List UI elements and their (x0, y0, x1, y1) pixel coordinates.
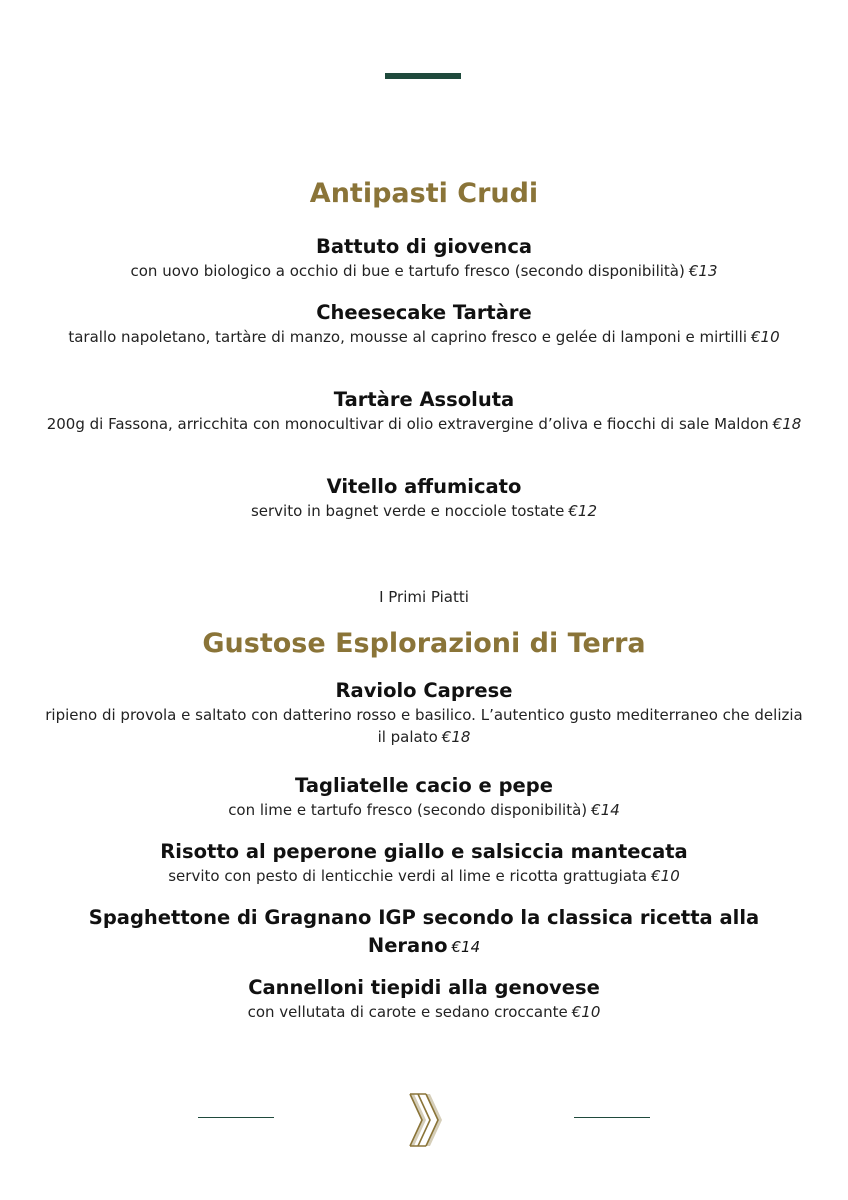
dish-price: €12 (568, 502, 598, 520)
dish-name: Tagliatelle cacio e pepe (295, 774, 553, 797)
dish-desc-text: tarallo napoletano, tartàre di manzo, mousse al caprino fresco e gelée di lamponi e mirtilli (68, 328, 747, 346)
dish-price: €13 (688, 262, 718, 280)
dish-item (40, 474, 808, 522)
dish-name-text: Spaghettone di Gragnano IGP secondo la classica ricetta alla Nerano (88, 906, 760, 957)
dish-price: €10 (651, 867, 680, 885)
dish-desc-text: con lime e tartufo fresco (secondo disponibilità) (228, 801, 588, 819)
dish-item (40, 300, 808, 348)
dish-item (40, 839, 808, 887)
dish-description (40, 865, 808, 887)
dish-description (40, 260, 808, 282)
dish-desc-text: servito con pesto di lenticchie verdi al lime e ricotta grattugiata (168, 867, 648, 885)
dish-name (70, 904, 778, 961)
monogram-logo-icon (404, 1090, 444, 1150)
dish-description (40, 799, 808, 821)
top-divider (385, 73, 461, 79)
dish-item (40, 773, 808, 821)
dish-description (40, 1001, 808, 1023)
section-subtitle: I Primi Piatti (379, 588, 469, 606)
dish-desc-text: con vellutata di carote e sedano croccante (247, 1003, 568, 1021)
dish-item (40, 678, 808, 748)
dish-name: Cheesecake Tartàre (316, 301, 532, 324)
section-title-antipasti: Antipasti Crudi (309, 178, 539, 209)
footer-right-line (574, 1117, 650, 1118)
dish-item (70, 904, 778, 961)
dish-item (40, 387, 808, 435)
dish-item (40, 975, 808, 1023)
footer-left-line (198, 1117, 274, 1118)
dish-name: Raviolo Caprese (335, 679, 513, 702)
dish-price: €18 (441, 728, 471, 746)
dish-desc-text: servito in bagnet verde e nocciole tostate (250, 502, 565, 520)
dish-price: €14 (591, 801, 620, 819)
dish-name: Tartàre Assoluta (333, 388, 515, 411)
dish-price: €14 (451, 938, 481, 956)
dish-description (40, 326, 808, 348)
section-title-primi: Gustose Esplorazioni di Terra (202, 628, 646, 659)
dish-desc-text: con uovo biologico a occhio di bue e tartufo fresco (secondo disponibilità) (130, 262, 685, 280)
dish-name: Vitello affumicato (326, 475, 522, 498)
dish-desc-text: 200g di Fassona, arricchita con monocultivar di olio extravergine d’oliva e fiocchi di sale Maldon (46, 415, 769, 433)
dish-description (40, 413, 808, 435)
dish-desc-text: ripieno di provola e saltato con datterino rosso e basilico. L’autentico gusto mediterraneo che delizia il palato (45, 706, 803, 746)
dish-price: €10 (571, 1003, 601, 1021)
dish-name: Battuto di giovenca (315, 235, 533, 258)
dish-description (40, 500, 808, 522)
dish-item (40, 234, 808, 282)
dish-description (40, 704, 808, 748)
dish-price: €18 (772, 415, 802, 433)
dish-name: Cannelloni tiepidi alla genovese (248, 976, 600, 999)
dish-name: Risotto al peperone giallo e salsiccia mantecata (160, 840, 688, 863)
dish-price: €10 (751, 328, 780, 346)
